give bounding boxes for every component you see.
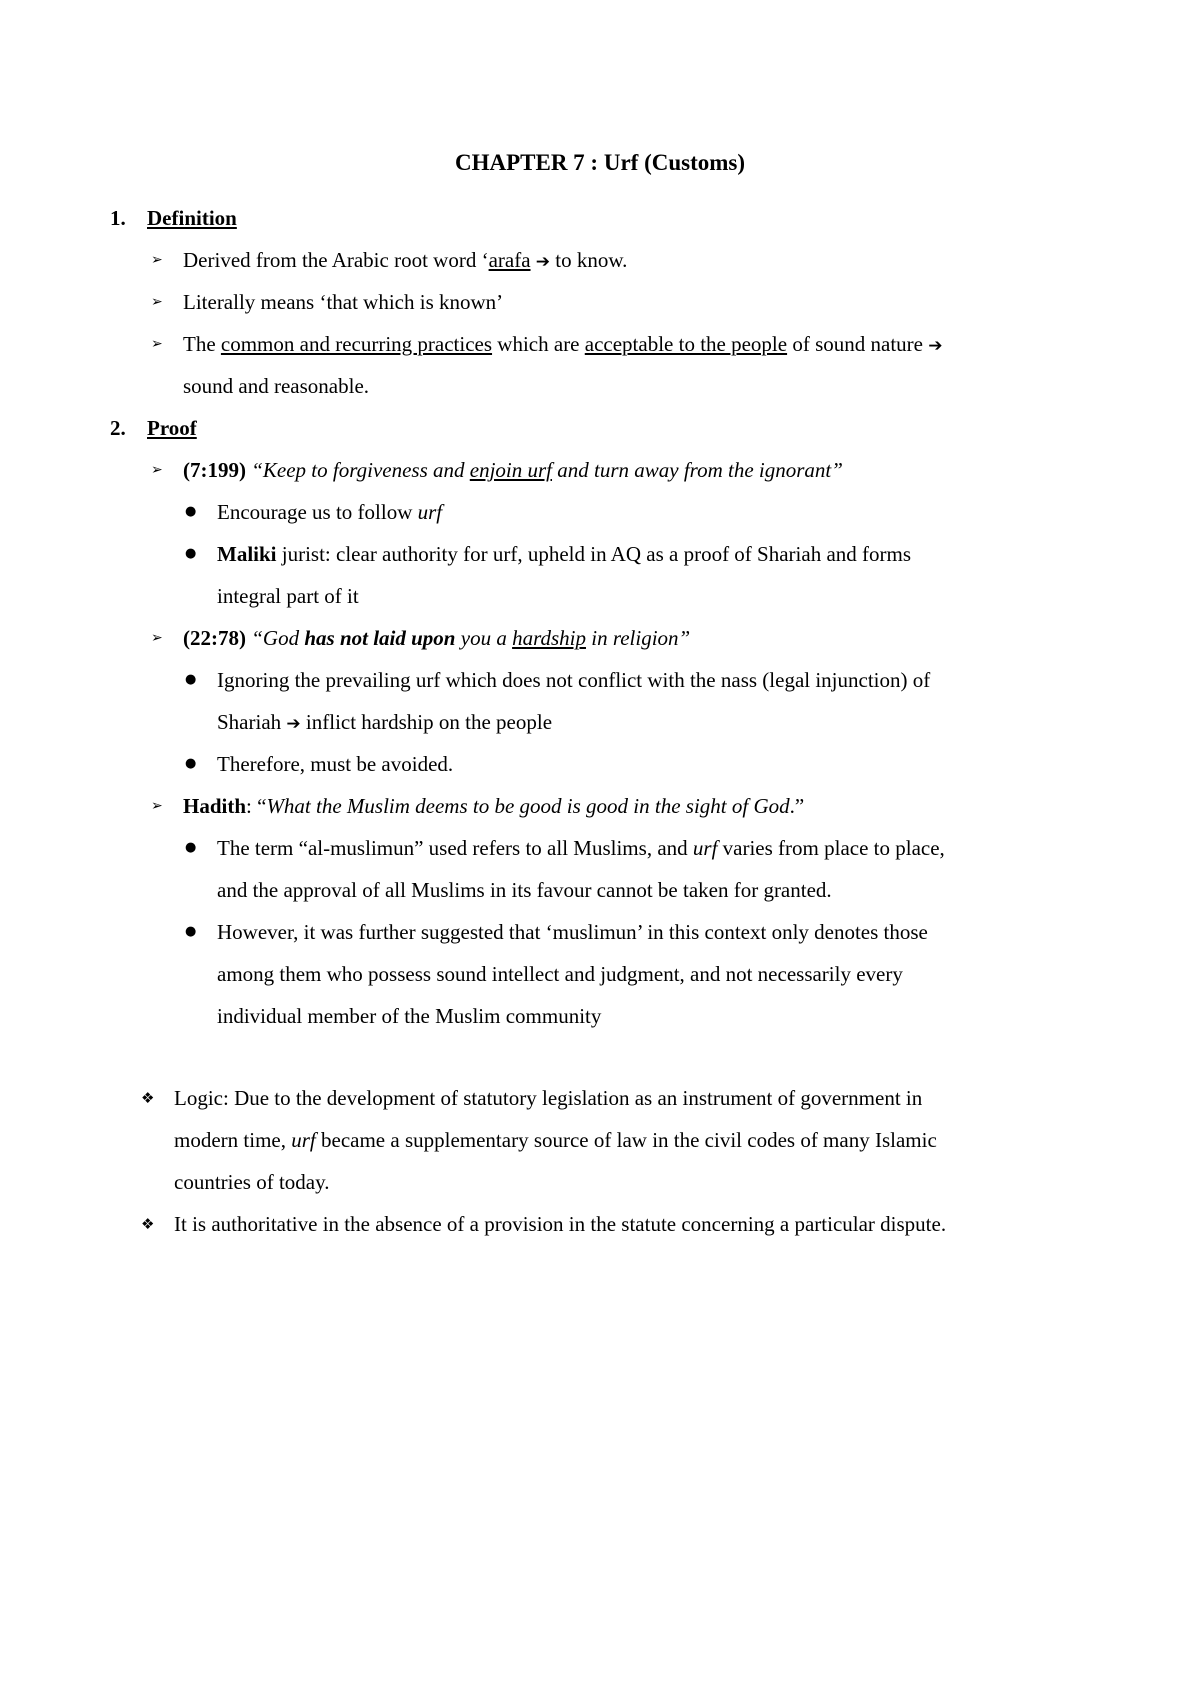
section-number-2: 2. [110, 416, 126, 440]
hadith-close-quote: .” [789, 794, 805, 818]
hadith-quote: What the Muslim deems to be good is good in the sight of God [266, 794, 790, 818]
proof-quran-22-78 [183, 623, 690, 653]
section-heading-definition: Definition [147, 206, 237, 230]
definition-bullet-3 [183, 329, 942, 361]
proof-1-sub-1-text: Encourage us to follow [217, 500, 418, 524]
definition-bullet-1-text-c: to know. [550, 248, 628, 272]
proof-1-sub-2-continuation: integral part of it [217, 584, 359, 608]
definition-bullet-1-term: arafa [488, 248, 531, 272]
triangle-bullet-icon: ➢ [151, 798, 163, 814]
dot-bullet-icon: ● [185, 504, 197, 519]
proof-3-sub-1-continuation: and the approval of all Muslims in its favour cannot be taken for granted. [217, 878, 832, 902]
definition-bullet-3-term-1: common and recurring practices [220, 332, 493, 356]
note-logic-term: urf [291, 1128, 316, 1152]
chapter-title: CHAPTER 7 : Urf (Customs) [454, 150, 746, 175]
definition-bullet-1 [183, 245, 627, 277]
right-arrow-icon: ➔ [928, 336, 943, 356]
section-number-1: 1. [110, 206, 126, 230]
diamond-bullet-icon: ❖ [141, 1215, 155, 1233]
triangle-bullet-icon: ➢ [151, 630, 163, 646]
proof-3-sub-1-text-a: The term “al-muslimun” used refers to all Muslims, and [217, 836, 693, 860]
definition-bullet-1-text-a: Derived from the Arabic root word ‘ [183, 248, 489, 272]
proof-1-sub-2 [217, 539, 911, 569]
verse-quote-c: in religion” [585, 626, 691, 650]
proof-2-sub-1-text-b: inflict hardship on the people [300, 710, 553, 734]
triangle-bullet-icon: ➢ [151, 462, 163, 478]
right-arrow-icon: ➔ [535, 252, 551, 272]
definition-bullet-2: Literally means ‘that which is known’ [183, 290, 504, 314]
hadith-label: Hadith [183, 794, 247, 818]
triangle-bullet-icon: ➢ [151, 252, 163, 268]
proof-3-sub-2: However, it was further suggested that ‘muslimun’ in this context only denotes those [217, 920, 928, 944]
proof-1-sub-1 [217, 497, 442, 527]
note-logic-text-b: became a supplementary source of law in the civil codes of many Islamic [315, 1128, 937, 1152]
dot-bullet-icon: ● [185, 672, 197, 687]
verse-quote-b: you a [455, 626, 513, 650]
proof-2-sub-2: Therefore, must be avoided. [217, 752, 454, 776]
note-logic-text-a: modern time, [174, 1128, 292, 1152]
definition-bullet-3-text-c: of sound nature [787, 332, 929, 356]
verse-quote-a: “Keep to forgiveness and [245, 458, 470, 482]
proof-1-sub-2-text: jurist: clear authority for urf, upheld in AQ as a proof of Shariah and forms [276, 542, 912, 566]
note-authoritative: It is authoritative in the absence of a provision in the statute concerning a particular dispute. [174, 1212, 947, 1236]
verse-quote-term: hardship [512, 626, 586, 650]
proof-3-sub-1 [217, 833, 945, 863]
note-logic-continuation-1 [174, 1125, 937, 1155]
verse-quote-b: and turn away from the ignorant” [552, 458, 843, 482]
diamond-bullet-icon: ❖ [141, 1089, 155, 1107]
verse-quote-bold: has not laid upon [304, 626, 456, 650]
right-arrow-icon: ➔ [286, 714, 301, 734]
dot-bullet-icon: ● [185, 546, 197, 561]
dot-bullet-icon: ● [185, 924, 197, 939]
proof-quran-7-199 [183, 455, 843, 485]
proof-hadith [183, 791, 804, 821]
note-logic-continuation-2: countries of today. [174, 1170, 330, 1194]
verse-reference: (22:78) [183, 626, 246, 650]
definition-bullet-3-continuation: sound and reasonable. [183, 374, 370, 398]
proof-3-sub-1-term: urf [692, 836, 718, 860]
proof-2-sub-1: Ignoring the prevailing urf which does not conflict with the nass (legal injunction) of [217, 668, 931, 692]
triangle-bullet-icon: ➢ [151, 336, 163, 352]
dot-bullet-icon: ● [185, 756, 197, 771]
verse-reference: (7:199) [183, 458, 246, 482]
note-logic: Logic: Due to the development of statutory legislation as an instrument of government in [174, 1086, 923, 1110]
definition-bullet-3-text-b: which are [492, 332, 585, 356]
proof-2-sub-1-text-a: Shariah [217, 710, 287, 734]
definition-bullet-3-text-a: The [183, 332, 221, 356]
proof-3-sub-2-continuation-2: individual member of the Muslim community [217, 1004, 602, 1028]
verse-quote-a: “God [245, 626, 305, 650]
triangle-bullet-icon: ➢ [151, 294, 163, 310]
proof-3-sub-1-text-b: varies from place to place, [717, 836, 945, 860]
section-heading-proof: Proof [147, 416, 197, 440]
proof-2-sub-1-continuation [217, 707, 552, 739]
verse-quote-term: enjoin urf [469, 458, 553, 482]
definition-bullet-3-term-2: acceptable to the people [584, 332, 788, 356]
proof-3-sub-2-continuation-1: among them who possess sound intellect and judgment, and not necessarily every [217, 962, 903, 986]
proof-1-sub-2-bold: Maliki [217, 542, 277, 566]
dot-bullet-icon: ● [185, 840, 197, 855]
proof-1-sub-1-term: urf [417, 500, 443, 524]
hadith-open-quote: : “ [246, 794, 267, 818]
